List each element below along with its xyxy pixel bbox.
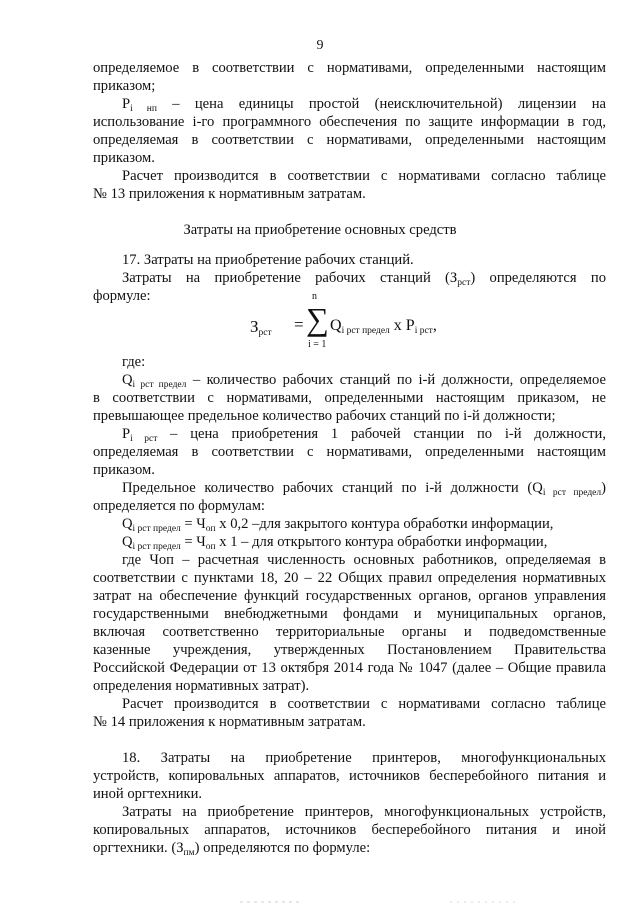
- formula-operator: x: [393, 317, 402, 334]
- text-fragment: х 1 – для открытого контура обработки информации,: [215, 534, 548, 550]
- text-fragment: Затраты на приобретение рабочих станций (З: [122, 270, 458, 286]
- text-line: определяемая в соответствии с нормативами, определенными настоящим: [93, 132, 606, 148]
- text-line: определения нормативных затрат).: [93, 678, 310, 694]
- formula-equals: =: [294, 315, 304, 334]
- variable-subscript: рст: [457, 278, 471, 288]
- formula-lhs: [250, 317, 272, 337]
- text-fragment: = Ч: [180, 516, 206, 532]
- text-line: № 14 приложения к нормативным затратам.: [93, 714, 366, 730]
- formula-rhs: [330, 317, 437, 335]
- variable: Q: [122, 534, 133, 550]
- formula-subscript: i рст предел: [341, 326, 390, 336]
- text-line: [122, 270, 606, 287]
- text-line: приказом.: [93, 462, 155, 478]
- text-line: [93, 840, 606, 857]
- variable-subscript: i рст предел: [542, 488, 602, 498]
- variable-subscript: оп: [205, 524, 216, 534]
- variable-subscript: i рст предел: [132, 542, 181, 552]
- variable: P: [122, 96, 131, 112]
- variable: Q: [122, 516, 133, 532]
- variable: P: [122, 426, 131, 442]
- formula-zrst: [250, 291, 480, 353]
- formula-subscript: рст: [258, 328, 272, 338]
- text-line: приказом.: [93, 150, 155, 166]
- text-line: превышающее предельное количество рабочих станций по i-й должности;: [93, 408, 556, 424]
- text-line: в соответствии с нормативами, определенными настоящим приказом, не: [93, 390, 606, 406]
- text-line: Расчет производится в соответствии с нормативами согласно таблице: [122, 696, 606, 712]
- scan-artifact: [0, 896, 640, 905]
- variable: Q: [122, 372, 133, 388]
- text-line: Затраты на приобретение принтеров, многофункциональных устройств,: [122, 804, 606, 820]
- text-line: Российской Федерации от 13 октября 2014 года № 1047 (далее – Общие правила: [93, 660, 606, 676]
- text-line: [122, 480, 606, 497]
- text-fragment: х 0,2 –для закрытого контура обработки информации,: [215, 516, 554, 532]
- text-fragment: оргтехники. (З: [93, 840, 184, 856]
- text-line: определяемое в соответствии с нормативами, определенными настоящим: [93, 60, 606, 76]
- formula-var: Q: [330, 317, 342, 334]
- formula-var: P: [405, 317, 415, 334]
- sigma-symbol: ∑: [306, 301, 329, 337]
- text-line: казенные учреждения, утвержденных Постановлением Правительства: [93, 642, 606, 658]
- variable-subscript: i рст предел: [132, 524, 181, 534]
- variable-subscript: пм: [183, 848, 195, 858]
- text-line: иной оргтехники.: [93, 786, 203, 802]
- variable-subscript: i рст предел: [132, 380, 187, 390]
- formula-punct: ,: [432, 317, 437, 334]
- text-line: использование i-го программного обеспечения по защите информации в год,: [93, 114, 606, 130]
- text-fragment: = Ч: [180, 534, 206, 550]
- formula-var: З: [250, 317, 259, 336]
- text-fragment: ) определяются по формуле:: [194, 840, 371, 856]
- formula-subscript: i рст: [414, 326, 433, 336]
- text-fragment: – цена единицы простой (неисключительной) лицензии на: [156, 96, 606, 112]
- sum-lower-limit: i = 1: [308, 339, 327, 350]
- text-fragment: – цена приобретения 1 рабочей станции по i-й должности,: [157, 426, 606, 442]
- variable-subscript: оп: [205, 542, 216, 552]
- text-fragment: – количество рабочих станций по i-й должности, определяемое: [186, 372, 606, 388]
- text-line: затрат на обеспечение функций государственных органов, органов управления: [93, 588, 606, 604]
- item-18-title: 18. Затраты на приобретение принтеров, многофункциональных: [122, 750, 606, 766]
- page-number: 9: [316, 38, 324, 53]
- text-line: включая соответственно территориальные органы и подведомственные: [93, 624, 606, 640]
- variable-subscript: i рст: [130, 434, 158, 444]
- sum-upper-limit: n: [312, 291, 317, 302]
- text-fragment: Предельное количество рабочих станций по i-й должности (Q: [122, 480, 543, 496]
- text-line: приказом;: [93, 78, 156, 94]
- text-fragment: ) определяются по: [470, 270, 606, 286]
- text-line: формуле:: [93, 288, 151, 304]
- text-line: Расчет производится в соответствии с нормативами согласно таблице: [122, 168, 606, 184]
- text-line: определяемая в соответствии с нормативами, определенными настоящим: [93, 444, 606, 460]
- text-line: копировальных аппаратов, источников бесперебойного питания и иной: [93, 822, 606, 838]
- item-17-title: 17. Затраты на приобретение рабочих станций.: [122, 252, 414, 268]
- variable-subscript: i нп: [130, 104, 157, 114]
- formula-open-contour: [122, 534, 635, 551]
- text-line: где Чоп – расчетная численность основных работников, определяемая в: [122, 552, 606, 568]
- section-heading: Затраты на приобретение основных средств: [183, 222, 457, 238]
- definition-p: [122, 426, 606, 443]
- text-line: государственными внебюджетными фондами и муниципальных органов,: [93, 606, 606, 622]
- definition-q: [122, 372, 606, 389]
- definition-p-inp: [122, 96, 606, 113]
- formula-closed-contour: [122, 516, 635, 533]
- text-line: № 13 приложения к нормативным затратам.: [93, 186, 366, 202]
- text-line: устройств, копировальных аппаратов, источников бесперебойного питания и: [93, 768, 606, 784]
- text-line: определяется по формулам:: [93, 498, 265, 514]
- where-label: где:: [122, 354, 146, 370]
- text-line: соответствии с пунктами 18, 20 – 22 Общих правил определения нормативных: [93, 570, 606, 586]
- text-fragment: ): [601, 480, 606, 496]
